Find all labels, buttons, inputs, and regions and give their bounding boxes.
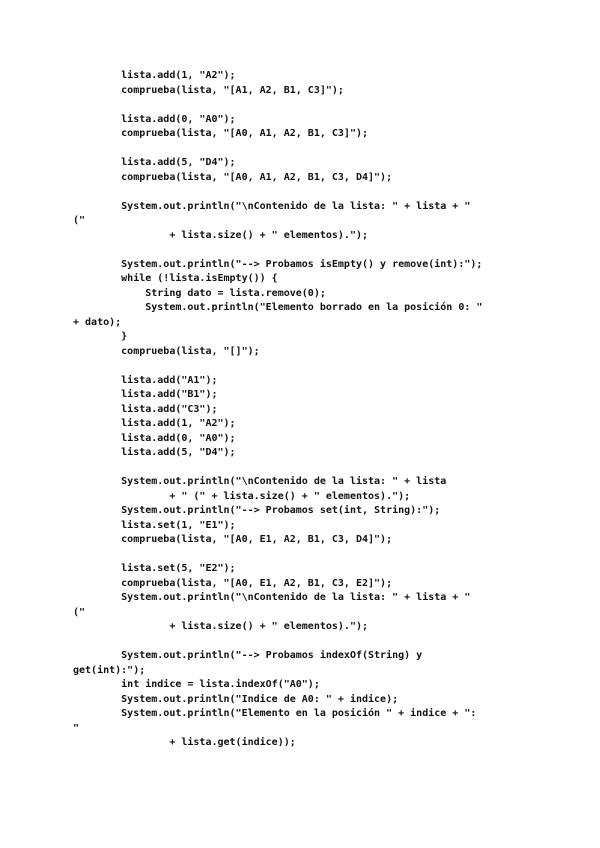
code-line: + lista.get(indice)); <box>73 737 296 748</box>
code-line <box>73 185 543 200</box>
code-line: } <box>73 331 128 342</box>
code-line <box>73 548 543 563</box>
code-line: lista.add("C3"); <box>73 403 218 415</box>
code-line: System.out.println("\nContenido de la lista: " + lista <box>73 476 447 487</box>
code-line: " <box>73 722 80 734</box>
code-line <box>73 243 543 258</box>
code-line: lista.add("B1"); <box>73 389 218 400</box>
code-line: System.out.println("Elemento borrado en la posición 0: " <box>73 302 483 313</box>
code-line: comprueba(lista, "[A1, A2, B1, C3]"); <box>73 84 344 96</box>
code-line: + " (" + lista.size() + " elementos)."); <box>73 490 411 502</box>
code-line: lista.add(1, "A2"); <box>73 70 236 81</box>
code-line: lista.set(5, "E2"); <box>73 563 236 574</box>
code-line: System.out.println("--> Probamos set(int, String):"); <box>73 505 441 516</box>
code-line: lista.add(0, "A0"); <box>73 113 236 125</box>
code-line: + lista.size() + " elementos)."); <box>73 621 369 632</box>
code-line: System.out.println("\nContenido de la lista: " + lista + " <box>73 200 471 212</box>
code-line: System.out.println("--> Probamos indexOf(String) y <box>73 650 423 661</box>
code-line <box>73 142 543 157</box>
code-block <box>73 69 543 751</box>
code-line: (" <box>73 215 86 226</box>
code-line: + lista.size() + " elementos)."); <box>73 229 369 241</box>
code-line: System.out.println("--> Probamos isEmpty() y remove(int):"); <box>73 258 483 270</box>
code-line: lista.add(5, "D4"); <box>73 447 236 458</box>
code-line: System.out.println("\nContenido de la lista: " + lista + " <box>73 592 471 603</box>
code-line <box>73 98 543 113</box>
code-line: String dato = lista.remove(0); <box>73 287 326 299</box>
code-line: (" <box>73 606 86 618</box>
code-line: comprueba(lista, "[A0, A1, A2, B1, C3]"); <box>73 128 369 139</box>
code-line: get(int):"); <box>73 664 146 676</box>
code-line: + dato); <box>73 316 122 328</box>
code-line <box>73 359 543 374</box>
code-line: int indice = lista.indexOf("A0"); <box>73 679 320 690</box>
code-line: lista.add(0, "A0"); <box>73 432 236 444</box>
code-line: while (!lista.isEmpty()) { <box>73 273 278 284</box>
code-line: comprueba(lista, "[A0, A1, A2, B1, C3, D4]"); <box>73 171 393 183</box>
code-line <box>73 635 543 650</box>
code-line: lista.set(1, "E1"); <box>73 519 236 531</box>
code-line: comprueba(lista, "[]"); <box>73 345 260 357</box>
code-line: lista.add("A1"); <box>73 374 218 386</box>
code-line: System.out.println("Elemento en la posición " + indice + ": <box>73 708 477 719</box>
code-line <box>73 461 543 476</box>
code-line: lista.add(5, "D4"); <box>73 157 236 168</box>
code-line: lista.add(1, "A2"); <box>73 418 236 429</box>
code-line: comprueba(lista, "[A0, E1, A2, B1, C3, D4]"); <box>73 534 393 545</box>
code-line: System.out.println("Indice de A0: " + indice); <box>73 693 399 705</box>
code-line: comprueba(lista, "[A0, E1, A2, B1, C3, E2]"); <box>73 577 393 589</box>
